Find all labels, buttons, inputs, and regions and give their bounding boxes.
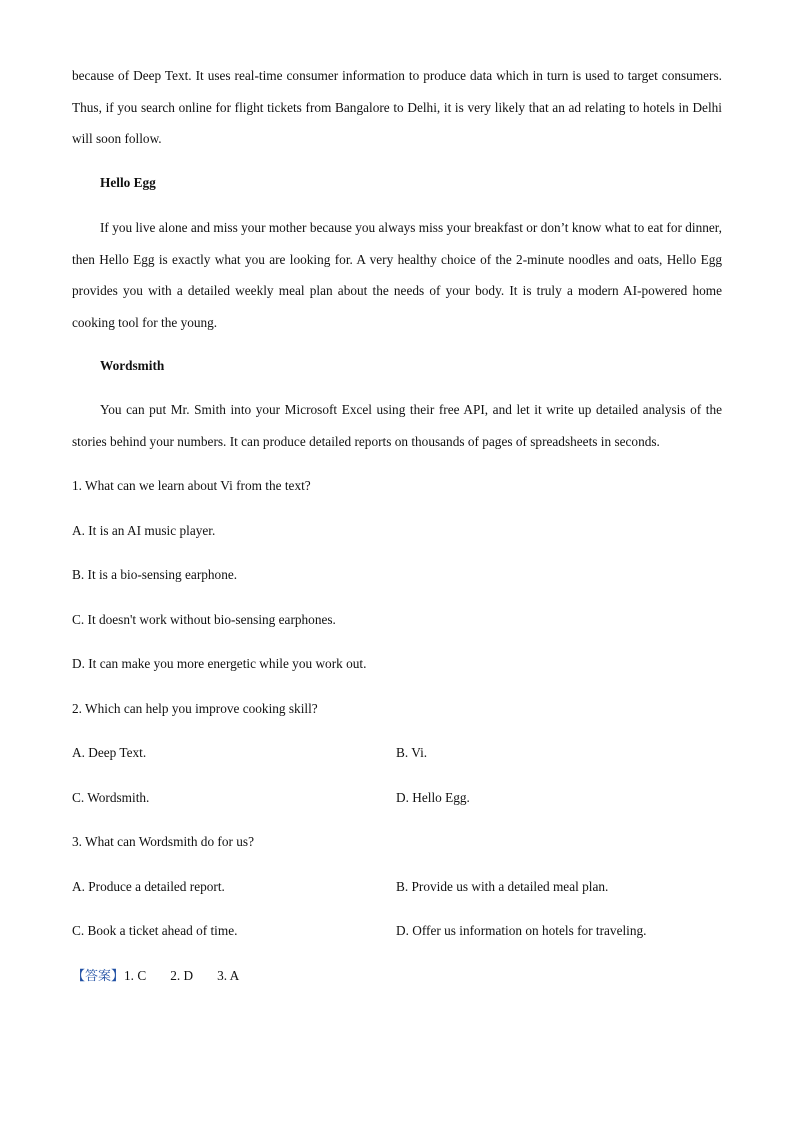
question-2-option-d: D. Hello Egg. [396, 790, 470, 805]
question-3-option-c: C. Book a ticket ahead of time. [72, 923, 238, 938]
question-1-option-b: B. It is a bio-sensing earphone. [72, 567, 238, 582]
heading-hello-egg: Hello Egg [100, 175, 156, 190]
answer-item-1: 1. C [124, 968, 147, 983]
answer-item-3: 3. A [217, 968, 240, 983]
question-2-option-a: A. Deep Text. [72, 745, 147, 760]
question-1-option-c: C. It doesn't work without bio-sensing earphones. [72, 612, 336, 627]
question-2-stem: 2. Which can help you improve cooking skill? [72, 701, 318, 716]
question-3-option-b: B. Provide us with a detailed meal plan. [396, 879, 609, 894]
heading-wordsmith: Wordsmith [100, 358, 165, 373]
paragraph-wordsmith: You can put Mr. Smith into your Microsoft Excel using their free API, and let it write up detailed analysis of the stories behind your numbers. It can produce detailed reports on thousands of pages of spreadsheets in seconds. [72, 402, 722, 449]
paragraph-hello-egg: If you live alone and miss your mother because you always miss your breakfast or don’t know what to eat for dinner, then Hello Egg is exactly what you are looking for. A very healthy choice of the 2-minute noodles and oats, Hello Egg provides you with a detailed weekly meal plan about the needs of your body. It is truly a modern AI-powered home cooking tool for the young. [72, 220, 722, 330]
question-1-option-a: A. It is an AI music player. [72, 523, 216, 538]
question-2-option-b: B. Vi. [396, 745, 428, 760]
answer-tag: 【答案】 [72, 969, 125, 984]
paragraph-deep-text-continued: because of Deep Text. It uses real-time consumer information to produce data which in turn is used to target consumers. Thus, if you search online for flight tickets from Bangalore to Delhi, it is very likely that an ad relating to hotels in Delhi will soon follow. [72, 68, 722, 147]
question-2-option-c: C. Wordsmith. [72, 790, 150, 805]
question-3-option-d: D. Offer us information on hotels for traveling. [396, 923, 647, 938]
answer-item-2: 2. D [170, 968, 194, 983]
question-3-option-a: A. Produce a detailed report. [72, 879, 225, 894]
question-1-option-d: D. It can make you more energetic while you work out. [72, 656, 367, 671]
question-3-stem: 3. What can Wordsmith do for us? [72, 834, 254, 849]
answer-key [72, 966, 239, 987]
question-1-stem: 1. What can we learn about Vi from the text? [72, 478, 311, 493]
